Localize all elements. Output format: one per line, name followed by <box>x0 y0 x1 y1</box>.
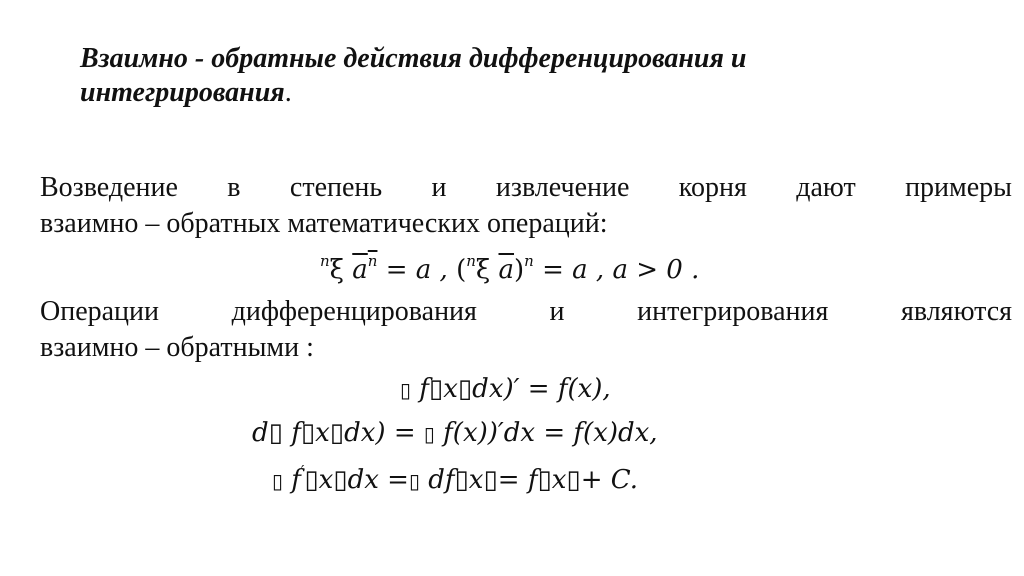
root2-symbol: ξ <box>475 255 491 285</box>
root2-power: n <box>524 252 534 270</box>
formula-3-text-3: df▯x▯= f▯x▯+ C. <box>419 465 639 495</box>
root1-index: n <box>320 252 330 270</box>
root2-open-paren: ( <box>456 255 467 285</box>
formula-integral-of-derivative <box>272 462 638 495</box>
formula-1-text: f▯x▯dx)′ = f(x), <box>411 374 611 404</box>
integral-placeholder-glyph: ▯ <box>400 378 412 402</box>
root1-power: n <box>367 252 378 270</box>
paragraph-operations-line-2: взаимно – обратными : <box>40 332 314 363</box>
title-dot: . <box>284 77 292 108</box>
root1-radicand <box>352 252 378 285</box>
root2-radicand: $\overline{a}$ <box>498 255 515 285</box>
root1-body: a <box>352 255 368 285</box>
title-line-2-text: интегрирования <box>80 77 285 108</box>
paragraph-roots <box>40 170 1012 242</box>
formula-2-prefix: d▯ <box>252 418 283 448</box>
formula-roots <box>320 252 699 285</box>
integral-placeholder-glyph: ▯ <box>272 469 284 493</box>
paragraph-operations <box>40 294 1012 366</box>
integral-placeholder-glyph: ▯ <box>423 422 435 446</box>
root1-symbol: ξ <box>329 255 344 285</box>
formula-2-text-2: f(x))′dx = f(x)dx, <box>434 418 658 448</box>
paragraph-operations-line-1: Операции дифференцирования и интегрирования являются <box>40 296 1012 327</box>
root2-index: n <box>466 252 476 270</box>
title-line-2 <box>80 76 960 110</box>
root2-close-paren: ) <box>514 255 525 285</box>
formula-derivative-of-integral <box>400 374 611 404</box>
formula-differential-of-integral <box>252 418 658 448</box>
paragraph-roots-line-1: Возведение в степень и извлечение корня дают примеры <box>40 172 1012 203</box>
formula-3-prime: ′ <box>300 462 305 480</box>
formula-roots-eq2: = a , a > 0 . <box>542 255 700 285</box>
paragraph-roots-line-2: взаимно – обратных математических операций: <box>40 208 608 239</box>
formula-2-text-1: f▯x▯dx) = <box>282 418 424 448</box>
slide-title <box>80 42 960 110</box>
title-line-1: Взаимно - обратные действия дифференцирования и <box>80 43 747 74</box>
integral-placeholder-glyph: ▯ <box>408 469 420 493</box>
formula-roots-eq1: = a , <box>385 255 448 285</box>
formula-3-text-2: ▯x▯dx = <box>304 465 409 495</box>
formula-3-text-1: f <box>283 465 301 495</box>
